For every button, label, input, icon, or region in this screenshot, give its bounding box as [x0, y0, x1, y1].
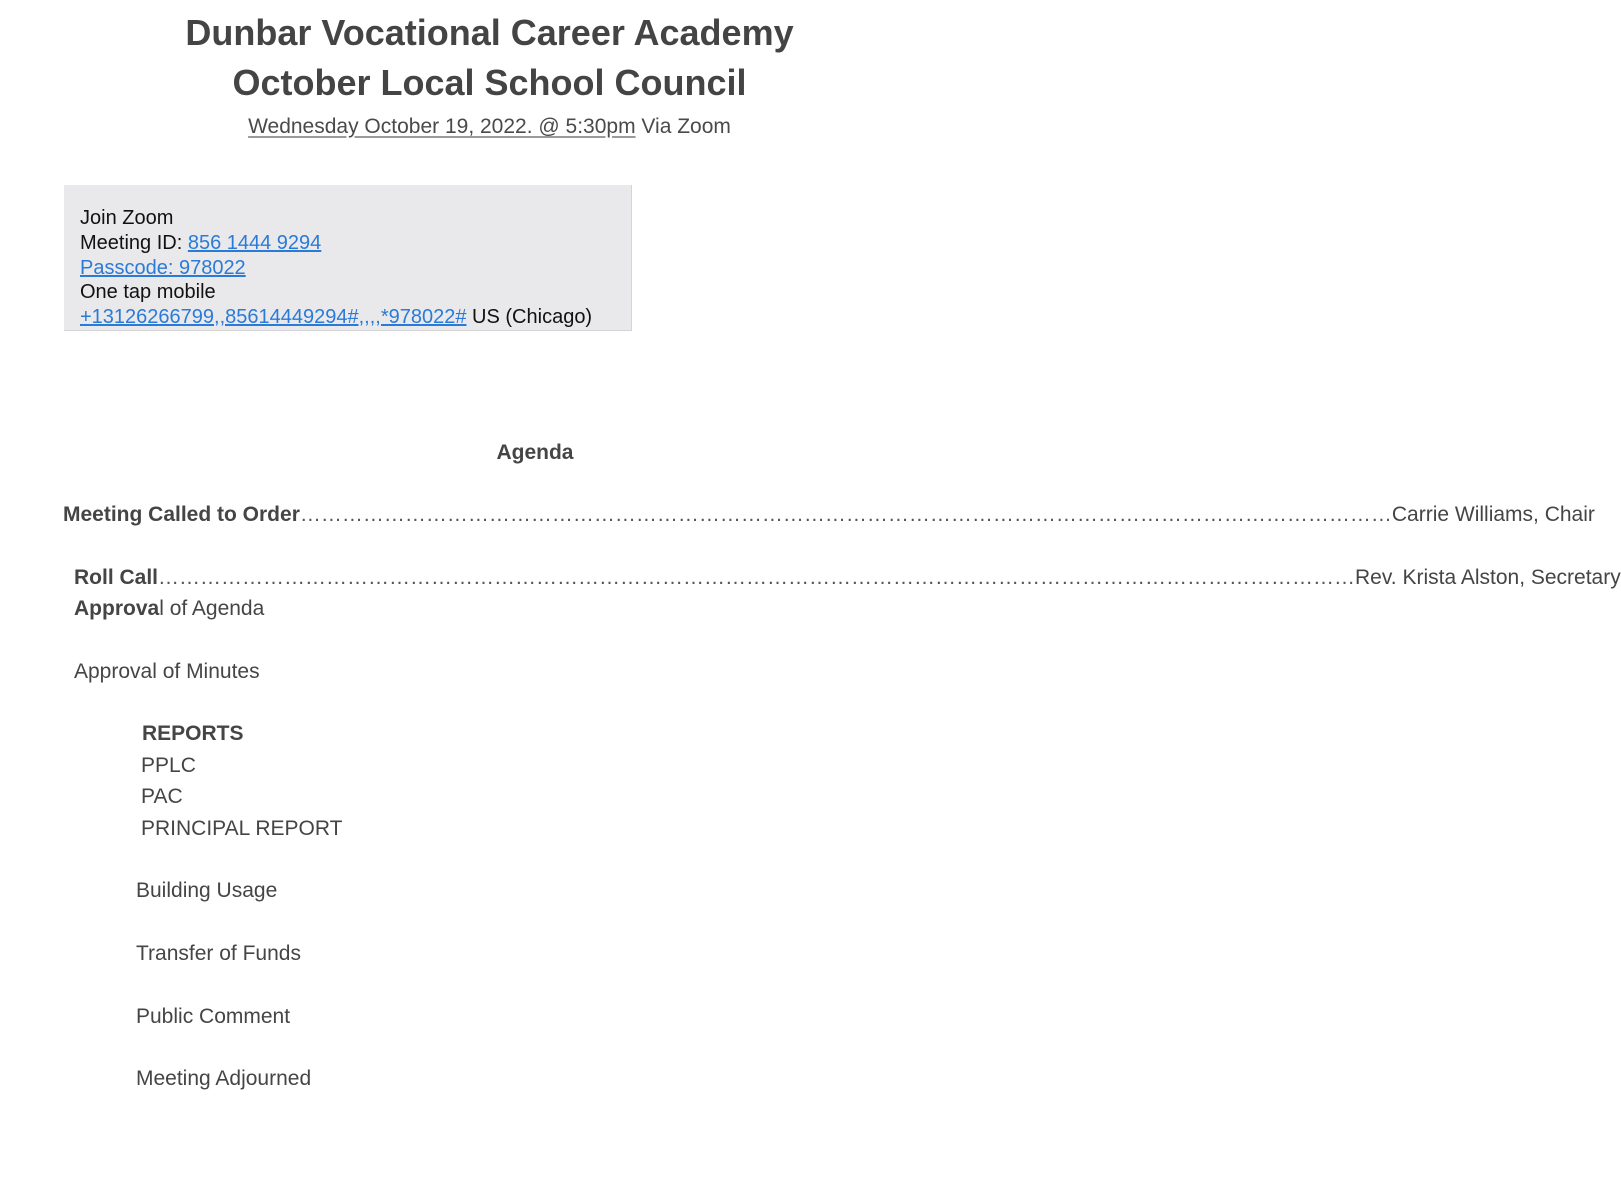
dot-leader: ………………………………………………………………………………………………………………………………………… [299, 503, 1392, 526]
agenda-item-public-comment: Public Comment [136, 1005, 291, 1028]
agenda-item-building-usage: Building Usage [136, 879, 278, 902]
meeting-venue: Via Zoom [635, 115, 731, 138]
one-tap-mobile-text: One tap mobile [80, 281, 216, 303]
agenda-item-transfer-of-funds: Transfer of Funds [136, 942, 301, 965]
agenda-item-meeting-adjourned: Meeting Adjourned [136, 1067, 312, 1090]
report-item-principal-report: PRINCIPAL REPORT [141, 817, 343, 840]
passcode-link[interactable]: Passcode: 978022 [80, 257, 246, 279]
agenda-item-roll-call [74, 564, 1621, 592]
agenda-item-presenter: Carrie Williams, Chair [1391, 503, 1595, 526]
agenda-item-label: Meeting Called to Order [63, 503, 300, 526]
reports-heading [142, 720, 244, 748]
meeting-id-label: Meeting ID: [80, 232, 188, 254]
reports-heading-label: REPORTS [142, 722, 244, 745]
agenda-item-approval-of-minutes: Approval of Minutes [74, 660, 260, 683]
dot-leader: ……………………………………………………………………………………………………………………………………………………… [158, 566, 1356, 589]
agenda-item-label: Roll Call [74, 566, 159, 589]
document-subtitle-council: October Local School Council [232, 62, 747, 103]
meeting-datetime [0, 113, 979, 141]
join-zoom-text: Join Zoom [80, 207, 174, 229]
agenda-item-presenter: Rev. Krista Alston, Secretary [1355, 566, 1621, 589]
phone-region: US (Chicago) [466, 306, 593, 328]
phone-line [80, 305, 592, 330]
document-title: Dunbar Vocational Career Academy [185, 12, 794, 53]
passcode-line [80, 256, 246, 281]
agenda-item-approval-of-agenda [74, 595, 264, 623]
report-item-pac: PAC [141, 785, 183, 808]
report-item-pplc: PPLC [141, 754, 196, 777]
phone-dial-link[interactable]: +13126266799,,85614449294#,,,,*978022# [80, 306, 467, 328]
agenda-item-label-rest: l of Agenda [159, 597, 265, 620]
zoom-info-box [64, 185, 632, 331]
agenda-item-label-bold: Approva [74, 597, 160, 620]
meeting-date: Wednesday October 19, 2022. @ 5:30pm [248, 115, 636, 138]
meeting-id-line [80, 231, 321, 256]
agenda-item-called-to-order [63, 501, 1595, 529]
meeting-id-link[interactable]: 856 1444 9294 [187, 232, 322, 254]
agenda-heading: Agenda [496, 441, 574, 464]
